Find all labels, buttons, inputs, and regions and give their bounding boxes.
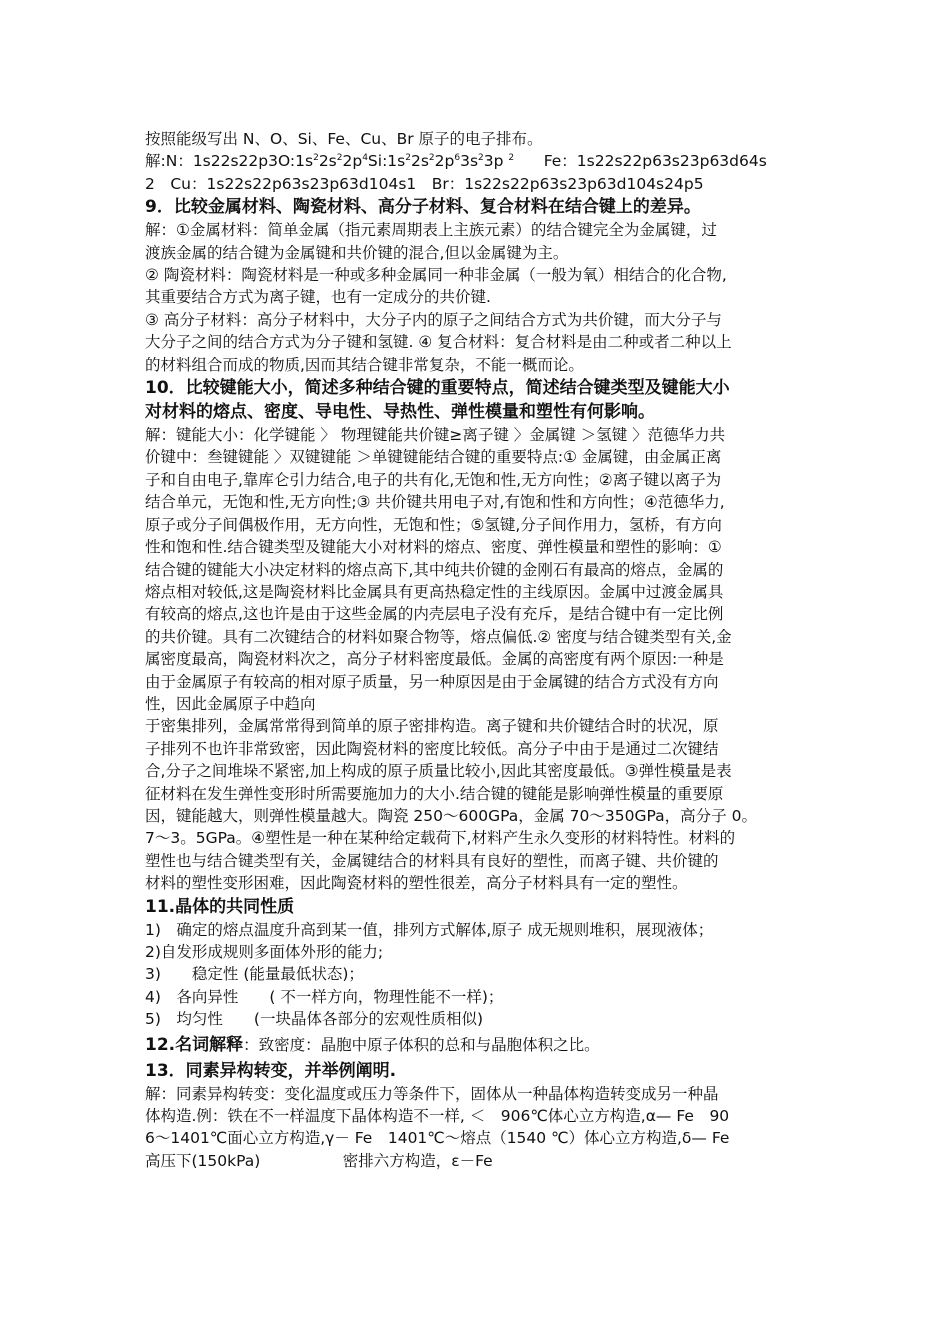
q10-line: 子和自由电子,靠库仑引力结合,电子的共有化,无饱和性,无方向性；②离子键以离子为 [145, 470, 722, 489]
q10-body [145, 424, 817, 895]
q11-item: 2)自发形成规则多面体外形的能力; [145, 943, 384, 961]
q10-line: 于密集排列，金属常常得到简单的原子密排构造。离子键和共价键结合时的状况，原 [145, 717, 719, 736]
q11-body [145, 919, 817, 1031]
q9-body [145, 219, 817, 376]
q10-line: 属密度最高，陶瓷材料次之，高分子材料密度最低。金属的高密度有两个原因:一种是 [145, 650, 724, 669]
q13-line: 6～1401℃面心立方构造,γ－ Fe 1401℃～熔点（1540 ℃）体心立方构造,δ— Fe [145, 1129, 730, 1148]
q13-line: 体构造.例：铁在不一样温度下晶体构造不一样, ＜ 906℃体心立方构造,α— Fe 90 [145, 1107, 730, 1126]
q10-line: 解：键能大小：化学键能 〉 物理键能共价键≥离子键 〉金属键 ＞氢键 〉范德华力共 [145, 426, 726, 445]
q9-line: ③ 高分子材料：高分子材料中，大分子内的原子之间结合方式为共价键，而大分子与 [145, 310, 722, 329]
q13-line: 解：同素异构转变：变化温度或压力等条件下，固体从一种晶体构造转变成另一种晶 [145, 1084, 719, 1103]
q10-line: 因，键能越大，则弹性模量越大。陶瓷 250～600GPa，金属 70～350GPa，高分子 0。 [145, 806, 757, 825]
q11-item: 5) 均匀性 (一块晶体各部分的宏观性质相似) [145, 1010, 484, 1029]
q12-heading: 12.名词解释 [145, 1034, 244, 1055]
q10-line: 性和饱和性.结合键类型及键能大小对材料的熔点、密度、弹性模量和塑性的影响：① [145, 538, 722, 557]
q10-line: 性，因此金属原子中趋向 [145, 694, 316, 713]
q10-line: 合,分子之间堆垛不紧密,加上构成的原子质量比较小,因此其密度最低。③弹性模量是表 [145, 762, 732, 781]
q10-line: 由于金属原子有较高的相对原子质量，另一种原因是由于金属键的结合方式没有方向 [145, 672, 719, 691]
q13-line: 高压下(150kPa) 密排六方构造，ε－Fe [145, 1151, 493, 1170]
q8-prompt: 按照能级写出 N、O、Si、Fe、Cu、Br 原子的电子排布。 [145, 130, 543, 148]
q9-line: ② 陶瓷材料：陶瓷材料是一种或多种金属同一种非金属（一般为氧）相结合的化合物, [145, 266, 727, 285]
q9-line: 解：①金属材料：简单金属（指元素周期表上主族元素）的结合键完全为金属键，过 [145, 221, 717, 240]
q10-line: 熔点相对较低,这是陶瓷材料比金属具有更高热稳定性的主线原因。金属中过渡金属具 [145, 582, 724, 601]
q10-line: 征材料在发生弹性变形时所需要施加力的大小.结合键的键能是影响弹性模量的重要原 [145, 784, 724, 803]
q9-line: 大分子之间的结合方式为分子键和氢键. ④ 复合材料：复合材料是由二种或者二种以上 [145, 333, 732, 352]
q10-line: 7～3。5GPa。④塑性是一种在某种给定载荷下,材料产生永久变形的材料特性。材料的 [145, 829, 736, 848]
q9-line: 渡族金属的结合键为金属键和共价键的混合,但以金属键为主。 [145, 243, 569, 262]
q10-line: 有较高的熔点,这也许是由于这些金属的内壳层电子没有充斥，是结合键中有一定比例 [145, 605, 724, 624]
q9-heading: 9．比较金属材料、陶瓷材料、高分子材料、复合材料在结合键上的差异。 [145, 197, 701, 218]
q10-line: 子排列不也许非常致密，因此陶瓷材料的密度比较低。高分子中由于是通过二次键结 [145, 739, 719, 758]
q10-heading-line-1: 10．比较键能大小，简述多种结合键的重要特点，简述结合键类型及键能大小 [145, 378, 730, 399]
q8-answer-line: 解:N：$1s22s22p3O:1s^22s^22p^4Si:1s^22s^22p^63s^23p$ $^2$ Fe：1s22s22p63s23p63d64s [145, 152, 767, 171]
q13-heading: 13．同素异构转变，并举例阐明. [145, 1060, 397, 1081]
q12-line [145, 1033, 817, 1057]
q10-line: 材料的塑性变形困难，因此陶瓷材料的塑性很差，高分子材料具有一定的塑性。 [145, 874, 688, 893]
q11-item: 3) 稳定性 (能量最低状态)； [145, 965, 364, 984]
document-page [145, 128, 817, 1172]
q10-line: 原子或分子间偶极作用，无方向性，无饱和性；⑤氢键,分子间作用力，氢桥，有方向 [145, 515, 722, 534]
q12-text: ：致密度：晶胞中原子体积的总和与晶胞体积之比。 [243, 1035, 600, 1054]
q11-heading: 11.晶体的共同性质 [145, 896, 295, 917]
q10-line: 塑性也与结合键类型有关，金属键结合的材料具有良好的塑性，而离子键、共价键的 [145, 851, 719, 870]
q10-line: 结合单元，无饱和性,无方向性;③ 共价键共用电子对,有饱和性和方向性；④范德华力, [145, 493, 725, 512]
q13-body [145, 1083, 817, 1173]
q8-answer-line-2: 2 Cu：1s22s22p63s23p63d104s1 Br：1s22s22p63s23p63d104s24p5 [145, 174, 704, 193]
q11-item: 4) 各向异性 ( 不一样方向，物理性能不一样)； [145, 987, 504, 1006]
q9-line: 其重要结合方式为离子键，也有一定成分的共价键. [145, 288, 491, 307]
q10-heading-line-2: 对材料的熔点、密度、导电性、导热性、弹性模量和塑性有何影响。 [145, 402, 655, 423]
q10-line: 的共价键。具有二次键结合的材料如聚合物等，熔点偏低.② 密度与结合键类型有关,金 [145, 627, 732, 646]
q10-line: 价键中：叁键键能 〉双键键能 ＞单键键能结合键的重要特点:① 金属键，由金属正离 [145, 448, 722, 467]
q11-item: 1) 确定的熔点温度升高到某一值，排列方式解体,原子 成无规则堆积，展现液体； [145, 920, 714, 939]
q10-line: 结合键的键能大小决定材料的熔点高下,其中纯共价键的金刚石有最高的熔点，金属的 [145, 560, 724, 579]
q9-line: 的材料组合而成的物质,因而其结合键非常复杂，不能一概而论。 [145, 355, 584, 374]
